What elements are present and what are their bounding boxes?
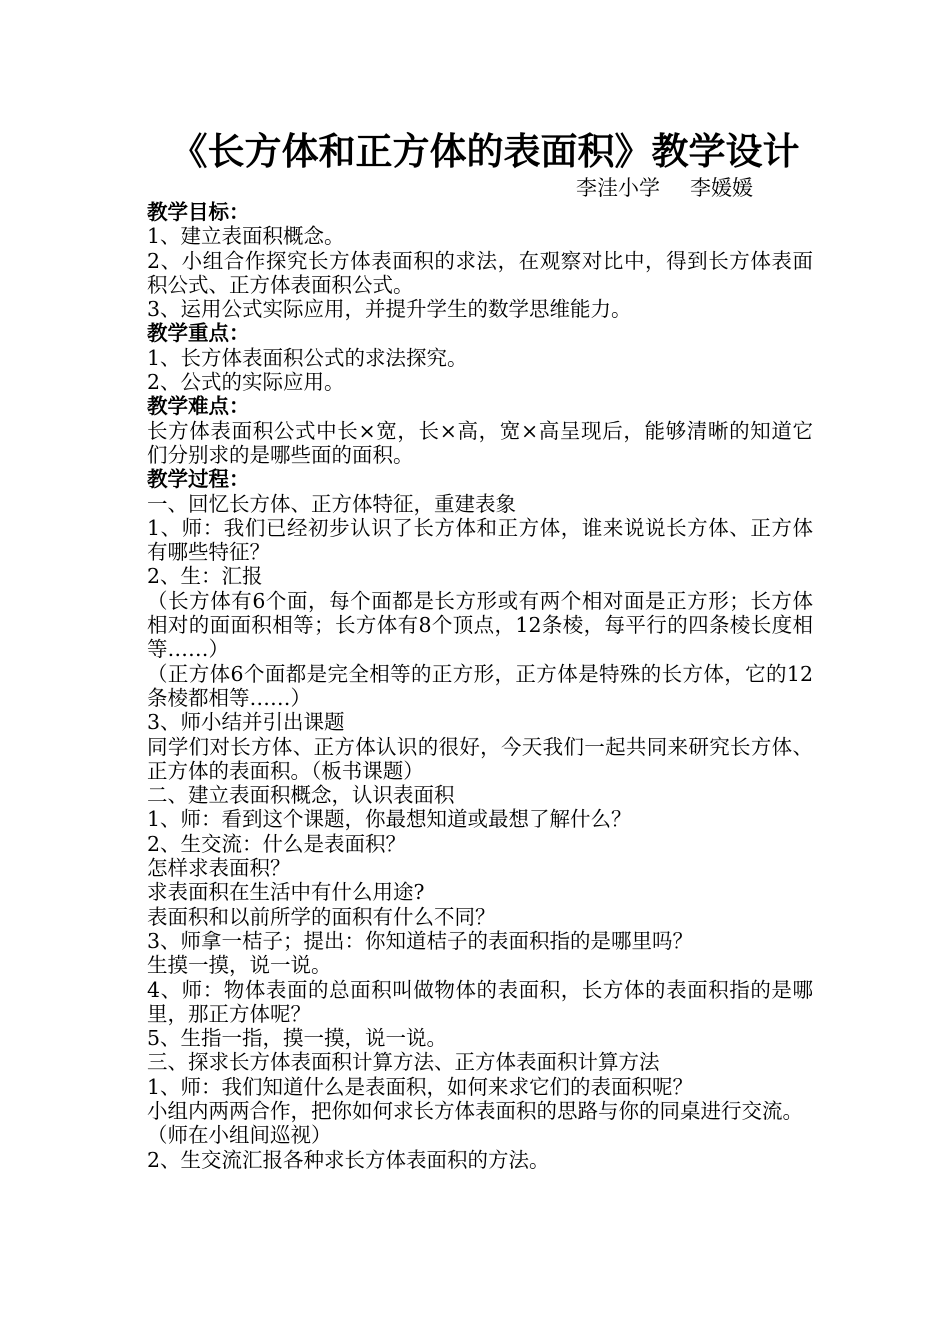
body-line: 2、生：汇报 [147,564,263,589]
document-body [147,200,813,1172]
body-line: 1、师：我们知道什么是表面积，如何来求它们的表面积呢？ [147,1074,694,1099]
body-line: （师在小组间巡视） [147,1123,332,1148]
body-line: 2、生交流：什么是表面积？ [147,831,407,856]
body-line: 同学们对长方体、正方体认识的很好，今天我们一起共同来研究长方体、正方体的表面积。（板书课题） [147,734,813,783]
body-line: 小组内两两合作，把你如何求长方体表面积的思路与你的同桌进行交流。 [147,1098,803,1123]
body-line: （长方体有6个面，每个面都是长方形或有两个相对面是正方形；长方体相对的面面积相等；长方体有8个顶点，12条棱，每平行的四条棱长度相等……） [147,588,813,662]
body-line: 1、师：看到这个课题，你最想知道或最想了解什么？ [147,807,632,832]
body-line: 2、公式的实际应用。 [147,370,345,395]
body-line: 二、建立表面积概念，认识表面积 [147,783,455,808]
author-name: 李媛媛 [690,176,753,200]
body-line: 求表面积在生活中有什么用途? [147,880,425,905]
author-school: 李洼小学 [576,176,660,200]
section-heading: 教学难点： [147,394,250,419]
body-line: 3、师拿一桔子；提出：你知道桔子的表面积指的是哪里吗？ [147,928,694,953]
body-line: 3、师小结并引出课题 [147,710,345,735]
body-line: 生摸一摸，说一说。 [147,953,332,978]
body-line: 怎样求表面积？ [147,856,291,881]
body-line: 5、生指一指，摸一摸，说一说。 [147,1026,448,1051]
body-line: 1、长方体表面积公式的求法探究。 [147,345,468,370]
body-line: 三、探求长方体表面积计算方法、正方体表面积计算方法 [147,1050,660,1075]
body-line: （正方体6个面都是完全相等的正方形，正方体是特殊的长方体，它的12条棱都相等……） [147,661,813,710]
section-heading: 教学重点： [147,321,250,346]
section-heading: 教学过程： [147,467,250,492]
body-line: 一、回忆长方体、正方体特征，重建表象 [147,491,516,516]
body-line: 3、运用公式实际应用，并提升学生的数学思维能力。 [147,297,632,322]
author-line [576,175,753,201]
body-line: 表面积和以前所学的面积有什么不同？ [147,904,496,929]
section-heading: 教学目标： [147,200,250,224]
body-line: 1、师：我们已经初步认识了长方体和正方体，谁来说说长方体、正方体有哪些特征？ [147,515,813,565]
body-line: 2、生交流汇报各种求长方体表面积的方法。 [147,1147,550,1172]
body-line: 4、师：物体表面的总面积叫做物体的表面积，长方体的表面积指的是哪里，那正方体呢？ [147,977,813,1026]
body-line: 2、小组合作探究长方体表面积的求法，在观察对比中，得到长方体表面积公式、正方体表面积公式。 [147,248,813,297]
document-title: 《长方体和正方体的表面积》教学设计 [170,130,800,173]
body-line: 长方体表面积公式中长×宽，长×高，宽×高呈现后，能够清晰的知道它们分别求的是哪些面的面积。 [147,418,813,467]
body-line: 1、建立表面积概念。 [147,224,345,249]
